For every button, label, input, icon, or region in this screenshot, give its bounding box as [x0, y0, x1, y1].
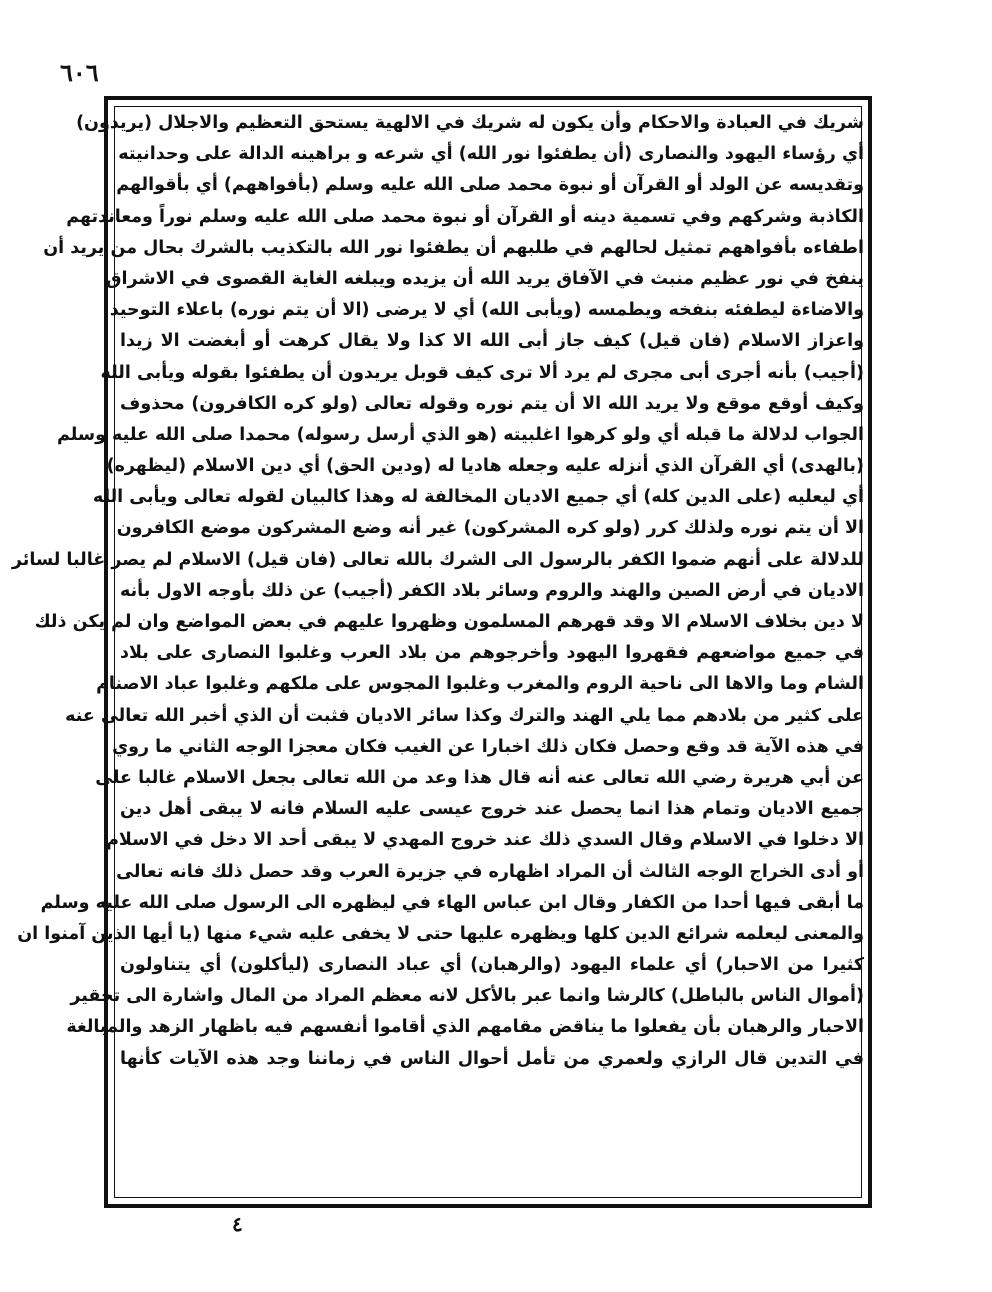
- text-line: في جميع مواضعهم فقهروا اليهود وأخرجوهم من بلاد العرب وغلبوا النصارى على بلاد: [120, 643, 864, 664]
- text-line: جميع الاديان وتمام هذا انما يحصل عند خروج عيسى عليه السلام فانه لا يبقى أهل دين: [120, 799, 864, 820]
- text-line: الجواب لدلالة ما قبله أي ولو كرهوا اغلبيته (هو الذي أرسل رسوله) محمدا صلى الله عليه وسلم: [57, 424, 864, 445]
- text-line: والمعنى ليعلمه شرائع الدين كلها ويظهره عليها حتى لا يخفى عليه شيء منها (يا أيها الذين آمنوا ان: [17, 923, 864, 944]
- text-line: الا دخلوا في الاسلام وقال السدي ذلك عند خروج المهدي لا يبقى أحد الا دخل في الاسلام: [106, 830, 864, 851]
- text-line: للدلالة على أنهم ضموا الكفر بالرسول الى الشرك بالله تعالى (فان قيل) الاسلام لم يصر غالبا لسائر: [11, 549, 864, 570]
- text-line: أو أدى الخراج الوجه الثالث أن المراد اظهاره في جزيرة العرب وقد حصل ذلك فانه تعالى: [116, 861, 864, 882]
- text-line: ما أبقى فيها أحدا من الكفار وقال ابن عباس الهاء في ليظهره الى الرسول صلى الله عليه وسلم: [40, 892, 864, 913]
- text-line: (بالهدى) أي القرآن الذي أنزله عليه وجعله هاديا له (ودين الحق) أي دين الاسلام (ليظهره): [106, 456, 864, 477]
- text-line: الا أن يتم نوره ولذلك كرر (ولو كره المشركون) غير أنه وضع المشركون موضع الكافرون: [116, 518, 864, 539]
- text-line: على كثير من بلادهم مما يلي الهند والترك وكذا سائر الاديان فثبت أن الذي أخبر الله تعالى عنه: [65, 705, 864, 726]
- text-line: الاديان في أرض الصين والهند والروم وسائر بلاد الكفر (أجيب) عن ذلك بأوجه الاول بأنه: [120, 580, 864, 601]
- text-line: ينفخ في نور عظيم منبث في الآفاق يريد الله أن يزيده ويبلغه الغاية القصوى في الاشراق: [105, 268, 864, 289]
- text-line: في التدين قال الرازي ولعمري من تأمل أحوال الناس في زماننا وجد هذه الآيات كأنها: [120, 1048, 864, 1069]
- text-body: [11, 108, 864, 1200]
- text-line: الشام وما والاها الى ناحية الروم والمغرب وغلبوا المجوس على ملكهم وغلبوا عباد الاصنام: [96, 674, 864, 695]
- text-line: وكيف أوقع موقع ولا يريد الله الا أن يتم نوره وقوله تعالى (ولو كره الكافرون) محذوف: [120, 393, 864, 414]
- text-line: واعزاز الاسلام (فان قيل) كيف جاز أبى الله الا كذا ولا يقال كرهت أو أبغضت الا زيدا: [120, 331, 864, 352]
- text-line: لا دين بخلاف الاسلام الا وقد قهرهم المسلمون وظهروا عليهم في بعض المواضع وان لم يكن ذلك: [34, 612, 864, 632]
- text-line: اطفاءه بأفواههم تمثيل لحالهم في طلبهم أن يطفئوا نور الله بالتكذيب بالشرك بحال من يريد أن: [43, 237, 864, 258]
- text-line: الاحبار والرهبان بأن يفعلوا ما يناقض مقامهم الذي أقاموا أنفسهم فيه باظهار الزهد والمبالغة: [66, 1017, 864, 1038]
- text-line: عن أبي هريرة رضي الله تعالى عنه أنه قال هذا وعد من الله تعالى بجعل الاسلام غالبا على: [95, 767, 864, 788]
- page-number: ٦٠٦: [60, 58, 99, 87]
- text-line: (أجيب) بأنه أجرى أبى مجرى لم يرد ألا ترى كيف قوبل يريدون أن يطفئوا بقوله ويأبى الله: [100, 362, 864, 383]
- text-line: في هذه الآية قد وقع وحصل فكان ذلك اخبارا عن الغيب فكان معجزا الوجه الثاني ما روي: [112, 736, 864, 757]
- text-line: شريك في العبادة والاحكام وأن يكون له شريك في الالهية يستحق التعظيم والاجلال (يريدون): [76, 113, 864, 133]
- text-line: والاضاءة ليطفئه بنفخه ويطمسه (ويأبى الله) أي لا يرضى (الا أن يتم نوره) باعلاء التوحيد: [109, 300, 864, 321]
- text-line: أي رؤساء اليهود والنصارى (أن يطفئوا نور الله) أي شرعه و براهينه الدالة على وحدانيته: [118, 144, 864, 165]
- signature-mark: ٤: [232, 1212, 243, 1236]
- text-line: كثيرا من الاحبار) أي علماء اليهود (والرهبان) أي عباد النصارى (ليأكلون) أي يتناولون: [120, 955, 864, 976]
- text-line: الكاذبة وشركهم وفي تسمية دينه أو القرآن أو نبوة محمد صلى الله عليه وسلم نوراً ومعاندتهم: [66, 206, 864, 227]
- text-line: وتقديسه عن الولد أو القرآن أو نبوة محمد صلى الله عليه وسلم (بأفواههم) أي بأقوالهم: [116, 175, 864, 196]
- text-line: (أموال الناس بالباطل) كالرشا وانما عبر بالأكل لانه معظم المراد من المال واشارة الى تحقير: [70, 986, 864, 1007]
- text-line: أي ليعليه (على الدين كله) أي جميع الاديان المخالفة له وهذا كالبيان لقوله تعالى ويأبى الله: [92, 487, 864, 508]
